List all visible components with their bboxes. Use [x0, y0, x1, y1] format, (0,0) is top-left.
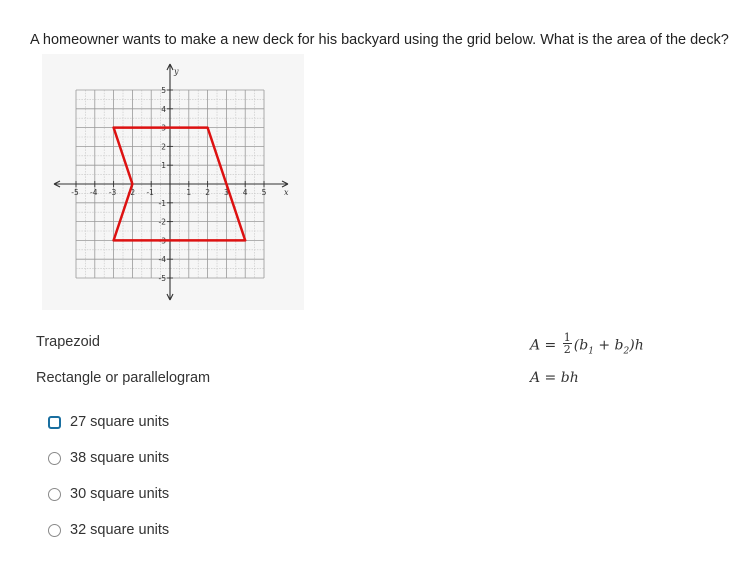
question-text: A homeowner wants to make a new deck for his backyard using the grid below. What is the area of the deck?: [30, 32, 729, 48]
y-tick-label: 2: [161, 142, 166, 152]
radio-button[interactable]: [48, 524, 61, 537]
radio-button[interactable]: [48, 452, 61, 465]
option-label: 27 square units: [70, 414, 170, 430]
fraction-numerator: 1: [563, 331, 571, 344]
trapezoid-formula: [530, 331, 644, 357]
y-tick-label: -5: [158, 274, 166, 283]
y-axis-label: y: [174, 67, 179, 76]
radio-button[interactable]: [48, 416, 61, 429]
x-tick-label: -3: [108, 188, 117, 197]
trapezoid-lhs: A =: [530, 337, 561, 354]
trapezoid-b2: + b: [593, 337, 624, 354]
y-tick-label: 3: [161, 123, 166, 133]
x-tick-label: -2: [127, 188, 136, 197]
trapezoid-b1: (b: [573, 337, 589, 354]
x-axis-label: x: [284, 188, 289, 197]
option-label: 32 square units: [70, 522, 170, 538]
y-tick-label: -3: [158, 236, 166, 246]
x-tick-label: 4: [242, 188, 248, 197]
x-tick-label: -4: [90, 188, 98, 197]
option-label: 30 square units: [70, 486, 170, 502]
x-tick-label: -5: [71, 188, 79, 197]
y-tick-label: 1: [161, 161, 166, 171]
y-tick-label: 4: [161, 104, 166, 114]
option-label: 38 square units: [70, 450, 170, 466]
fraction-denominator: 2: [563, 343, 571, 356]
x-tick-label: -1: [146, 188, 154, 197]
trapezoid-label: Trapezoid: [36, 334, 100, 350]
x-tick-label: 5: [261, 188, 267, 197]
y-tick-label: 5: [161, 86, 166, 95]
x-tick-label: 2: [205, 188, 210, 197]
one-half-fraction: [563, 332, 572, 355]
b2-subscript: 2: [623, 346, 630, 357]
rectangle-label: Rectangle or parallelogram: [36, 370, 211, 386]
rectangle-formula: A = bh: [530, 370, 579, 386]
y-tick-label: -4: [158, 255, 166, 265]
radio-button[interactable]: [48, 488, 61, 501]
y-tick-label: -2: [158, 217, 166, 227]
y-tick-label: -1: [158, 198, 166, 208]
grid-graph: [42, 54, 304, 310]
trapezoid-h: )h: [629, 337, 644, 354]
coordinate-grid: [42, 54, 304, 310]
b1-subscript: 1: [588, 346, 594, 357]
x-tick-label: 3: [224, 188, 229, 197]
x-tick-label: 1: [186, 188, 192, 197]
